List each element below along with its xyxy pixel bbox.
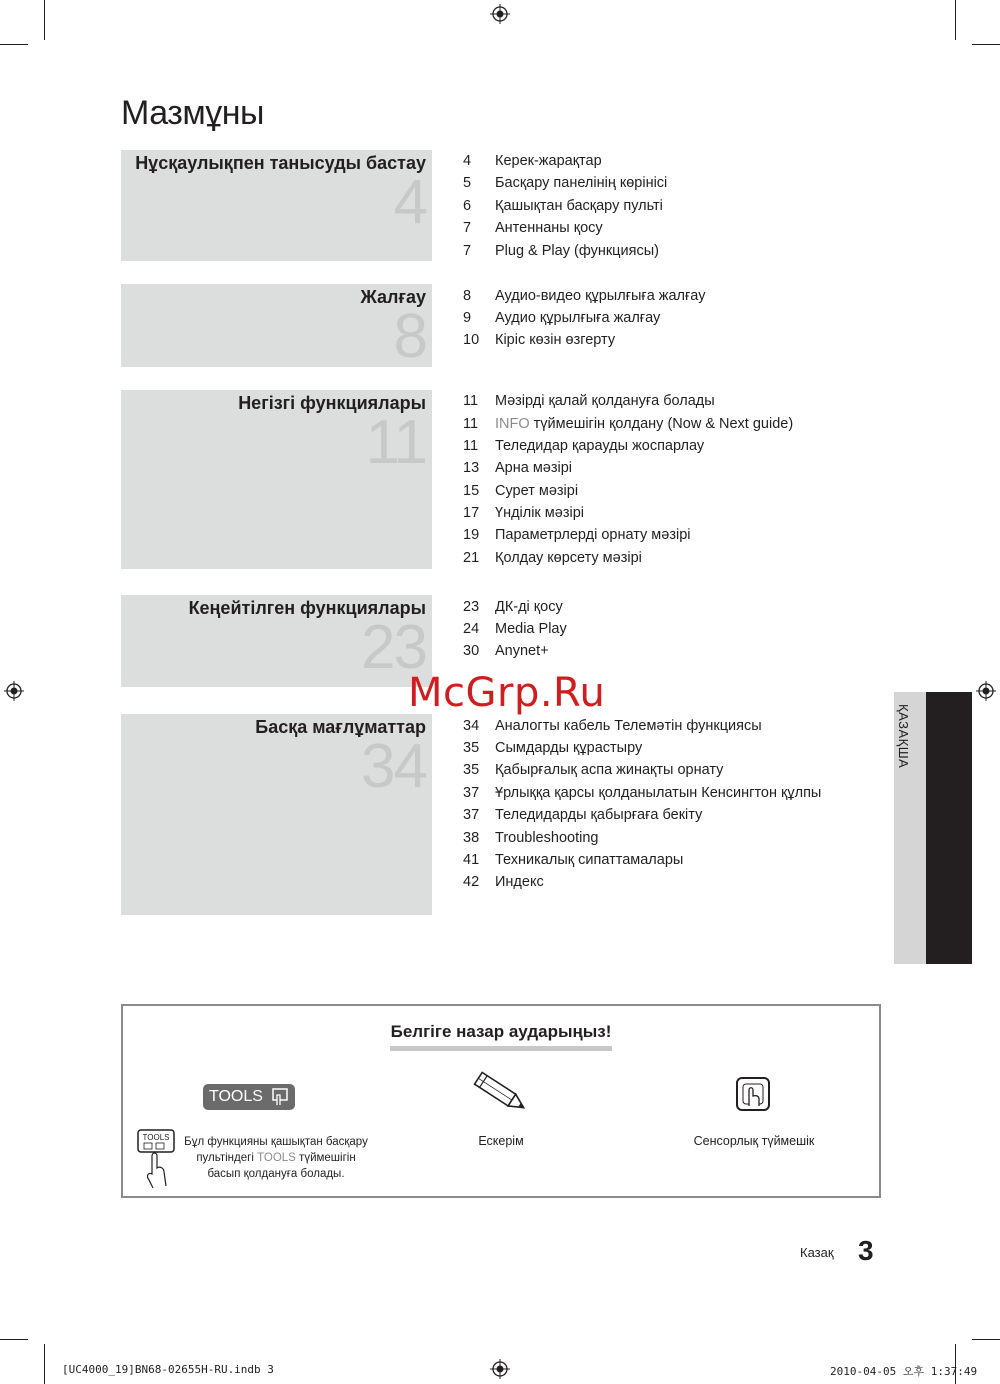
tools-text-part: түймешігін	[295, 1152, 356, 1164]
touch-button-label: Сенсорлық түймешік	[693, 1134, 815, 1148]
language-tab-label: ҚАЗАҚША	[896, 704, 911, 769]
toc-page-number: 34	[463, 718, 480, 734]
toc-entry-text: Индекс	[495, 874, 544, 890]
tab-dark-strip	[926, 692, 972, 964]
registration-mark-icon	[490, 4, 510, 24]
toc-entry-text: Мәзірді қалай қолдануға болады	[495, 393, 715, 409]
toc-entry[interactable]	[463, 596, 563, 618]
toc-entry-text: Ұрлыққа қарсы қолданылатын Кенсингтон құлпы	[495, 785, 822, 801]
toc-entry-text: Қолдау көрсету мәзірі	[495, 550, 642, 566]
toc-entry-text: Техникалық сипаттамалары	[495, 852, 684, 868]
toc-page-number: 10	[463, 332, 480, 348]
note-label: Ескерім	[478, 1134, 524, 1148]
section-title: Кеңейтілген функциялары	[188, 598, 426, 618]
registration-mark-icon	[490, 1359, 510, 1379]
toc-page-number: 7	[463, 220, 472, 236]
section-title: Негізгі функциялары	[238, 393, 426, 413]
toc-entry-text: Anynet+	[495, 643, 549, 659]
touch-button-icon	[734, 1076, 774, 1114]
toc-page-number: 35	[463, 762, 480, 778]
notice-title: Белгіге назар аударыңыз!	[390, 1022, 612, 1041]
toc-entry-text: Plug & Play (функциясы)	[495, 243, 659, 259]
section-number: 4	[393, 168, 426, 237]
crop-mark	[0, 1339, 28, 1340]
tools-text-part: пультіндегі	[196, 1152, 258, 1164]
toc-entry[interactable]	[463, 827, 598, 849]
toc-entry-text: Аудио-видео құрылғыға жалғау	[495, 288, 706, 304]
tools-badge-label: TOOLS	[209, 1088, 263, 1105]
toc-page-number: 30	[463, 643, 480, 659]
section-title: Басқа мағлұматтар	[255, 717, 426, 737]
toc-page-number: 11	[463, 416, 479, 432]
registration-mark-icon	[4, 681, 24, 701]
crop-mark	[955, 0, 956, 40]
toc-entry-text: ДК-ді қосу	[495, 599, 563, 615]
toc-entry-text: Антеннаны қосу	[495, 220, 603, 236]
tools-description	[183, 1134, 369, 1182]
remote-tools-icon	[136, 1128, 178, 1190]
toc-entry[interactable]	[463, 715, 762, 737]
toc-page-number: 21	[463, 550, 480, 566]
toc-page-number: 17	[463, 505, 480, 521]
section-block-getting-started	[121, 150, 432, 261]
toc-entry[interactable]	[463, 502, 584, 524]
tools-description-line: басып қолдануға болады.	[207, 1168, 345, 1180]
section-title: Жалғау	[360, 287, 426, 307]
toc-entry-text: Сымдарды құрастыру	[495, 740, 643, 756]
page-number: 3	[858, 1235, 874, 1266]
toc-entry[interactable]	[463, 435, 704, 457]
tools-hand-icon	[270, 1088, 290, 1106]
toc-page-number: 6	[463, 198, 472, 214]
toc-page-number: 37	[463, 785, 480, 801]
crop-mark	[44, 0, 45, 40]
toc-entry-text: Сурет мәзірі	[495, 483, 579, 499]
toc-page-number: 8	[463, 288, 472, 304]
crop-mark	[44, 1344, 45, 1384]
toc-page-number: 19	[463, 527, 480, 543]
toc-entry[interactable]	[463, 413, 793, 435]
symbols-notice-box	[121, 1004, 881, 1198]
toc-page-number: 15	[463, 483, 480, 499]
toc-entry-text: Теледидарды қабырғаға бекіту	[495, 807, 703, 823]
toc-entry[interactable]	[463, 524, 691, 546]
language-tab	[894, 692, 972, 964]
toc-entry-text: Үнділік мәзірі	[495, 505, 584, 521]
toc-page-number: 5	[463, 175, 472, 191]
toc-entry[interactable]	[463, 737, 642, 759]
toc-entry[interactable]	[463, 150, 602, 172]
toc-entry[interactable]	[463, 172, 667, 194]
toc-entry[interactable]	[463, 618, 567, 640]
toc-entry[interactable]	[463, 307, 660, 329]
toc-page-number: 41	[463, 852, 480, 868]
tools-description-line: Бұл функцияны қашықтан басқару	[184, 1136, 368, 1148]
toc-entry[interactable]	[463, 849, 683, 871]
toc-entry-text: Қабырғалық аспа жинақты орнату	[495, 762, 724, 778]
toc-entry[interactable]	[463, 329, 615, 351]
tools-description-line	[183, 1150, 369, 1166]
toc-page-number: 38	[463, 830, 480, 846]
footer-language: Казақ	[800, 1245, 834, 1260]
toc-entry-text: Параметрлерді орнату мәзірі	[495, 527, 691, 543]
toc-entry-text: Арна мәзірі	[495, 460, 573, 476]
print-slug-left: [UC4000_19]BN68-02655H-RU.indb 3	[62, 1363, 274, 1376]
toc-entry-text: Теледидар қарауды жоспарлау	[495, 438, 705, 454]
toc-entry[interactable]	[463, 782, 821, 804]
toc-page-number: 4	[463, 153, 472, 169]
crop-mark	[972, 44, 1000, 45]
toc-entry-text: Басқару панелінің көрінісі	[495, 175, 668, 191]
toc-entry[interactable]	[463, 457, 572, 479]
crop-mark	[972, 1339, 1000, 1340]
section-number: 11	[365, 408, 426, 477]
toc-entry-text: Кіріс көзін өзгерту	[495, 332, 616, 348]
section-block-connections	[121, 284, 432, 367]
tools-button-name: TOOLS	[257, 1152, 296, 1164]
section-number: 8	[393, 302, 426, 367]
toc-entry-text: Troubleshooting	[495, 830, 599, 846]
remote-tools-label: TOOLS	[142, 1133, 170, 1142]
toc-entry[interactable]	[463, 480, 578, 502]
tools-icon	[203, 1084, 295, 1110]
toc-entry[interactable]	[463, 285, 705, 307]
toc-page-number: 13	[463, 460, 480, 476]
toc-page-number: 42	[463, 874, 480, 890]
toc-page-number: 23	[463, 599, 480, 615]
toc-entry-text: түймешігін қолдану (Now & Next guide)	[529, 416, 794, 432]
pencil-icon	[468, 1070, 534, 1116]
print-slug-right: 2010-04-05 오후 1:37:49	[830, 1365, 978, 1378]
toc-entry-text: Media Play	[495, 621, 567, 637]
section-block-advanced-features	[121, 595, 432, 687]
crop-mark	[0, 44, 28, 45]
toc-entry[interactable]	[463, 804, 702, 826]
toc-entry[interactable]	[463, 195, 663, 217]
toc-entry-text: Қашықтан басқару пульті	[495, 198, 663, 214]
toc-entry-text: Керек-жарақтар	[495, 153, 602, 169]
section-number: 34	[361, 732, 426, 801]
page-title: Мазмұны	[121, 94, 264, 132]
toc-entry[interactable]	[463, 547, 642, 569]
registration-mark-icon	[976, 681, 996, 701]
toc-entry[interactable]	[463, 217, 603, 239]
toc-entry[interactable]	[463, 640, 549, 662]
section-title: Нұсқаулықпен танысуды бастау	[135, 153, 426, 173]
toc-page-number: 35	[463, 740, 480, 756]
toc-entry-text: Аудио құрылғыға жалғау	[495, 310, 661, 326]
section-block-basic-features	[121, 390, 432, 569]
section-block-other-information	[121, 714, 432, 915]
toc-entry[interactable]	[463, 390, 715, 412]
toc-entry[interactable]	[463, 240, 659, 262]
toc-page-number: 11	[463, 438, 479, 454]
toc-page-number: 37	[463, 807, 480, 823]
toc-entry[interactable]	[463, 871, 544, 893]
info-button-name: INFO	[495, 416, 530, 432]
toc-entry[interactable]	[463, 759, 723, 781]
section-number: 23	[361, 613, 426, 682]
toc-page-number: 11	[463, 393, 479, 409]
watermark: McGrp.Ru	[408, 670, 606, 716]
toc-entry-text: Аналогты кабель Телемәтін функциясы	[495, 718, 762, 734]
notice-title-underline	[390, 1046, 612, 1051]
toc-page-number: 7	[463, 243, 472, 259]
toc-page-number: 9	[463, 310, 472, 326]
toc-page-number: 24	[463, 621, 480, 637]
